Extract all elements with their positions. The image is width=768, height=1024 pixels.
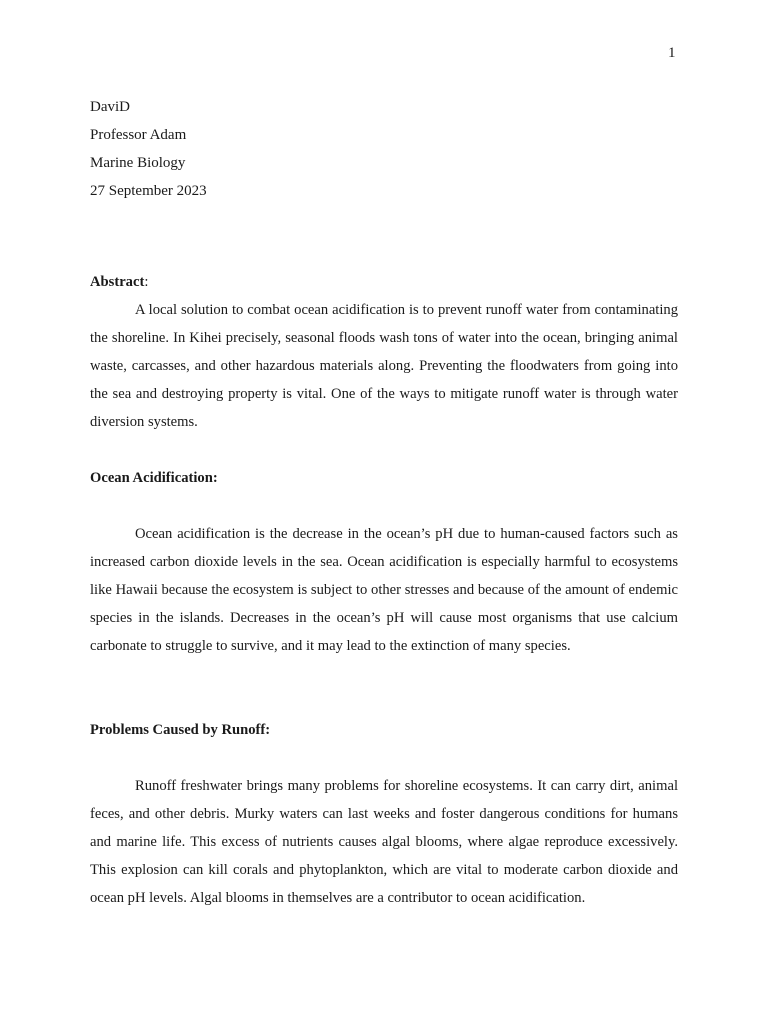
abstract-paragraph: A local solution to combat ocean acidification is to prevent runoff water from contaminating the shoreline. In Kihei precisely, seasonal floods wash tons of water into the ocean, bringing animal waste, carcasses, and other hazardous materials along. Preventing the floodwaters from going into the sea and destroying property is vital. One of the ways to mitigate runoff water is through water diversion systems. bbox=[90, 302, 678, 430]
abstract-heading bbox=[90, 268, 678, 296]
runoff-heading bbox=[90, 716, 678, 744]
abstract-heading-colon: : bbox=[144, 274, 149, 290]
ocean-acidification-heading-label: Ocean Acidification: bbox=[90, 470, 218, 486]
instructor-name: Professor Adam bbox=[90, 127, 187, 143]
document-date: 27 September 2023 bbox=[90, 183, 207, 199]
author-name: DaviD bbox=[90, 99, 130, 115]
ocean-acidification-heading bbox=[90, 464, 678, 492]
runoff-paragraph: Runoff freshwater brings many problems for shoreline ecosystems. It can carry dirt, animal feces, and other debris. Murky waters can last weeks and foster dangerous conditions for humans and marine life. This excess of nutrients causes algal blooms, where algae reproduce excessively. This explosion can kill corals and phytoplankton, which are vital to moderate carbon dioxide and ocean pH levels. Algal blooms in themselves are a contributor to ocean acidification. bbox=[90, 778, 678, 906]
mla-header bbox=[90, 93, 678, 205]
runoff-heading-label: Problems Caused by Runoff: bbox=[90, 722, 271, 738]
abstract-heading-label: Abstract bbox=[90, 274, 145, 290]
course-name: Marine Biology bbox=[90, 155, 186, 171]
page-number: 1 bbox=[668, 45, 676, 61]
ocean-acidification-paragraph: Ocean acidification is the decrease in the ocean’s pH due to human-caused factors such as increased carbon dioxide levels in the sea. Ocean acidification is especially harmful to ecosystems like Hawaii because the ecosystem is subject to other stresses and because of the amount of endemic species in the islands. Decreases in the ocean’s pH will cause most organisms that use calcium carbonate to struggle to survive, and it may lead to the extinction of many species. bbox=[90, 526, 678, 654]
